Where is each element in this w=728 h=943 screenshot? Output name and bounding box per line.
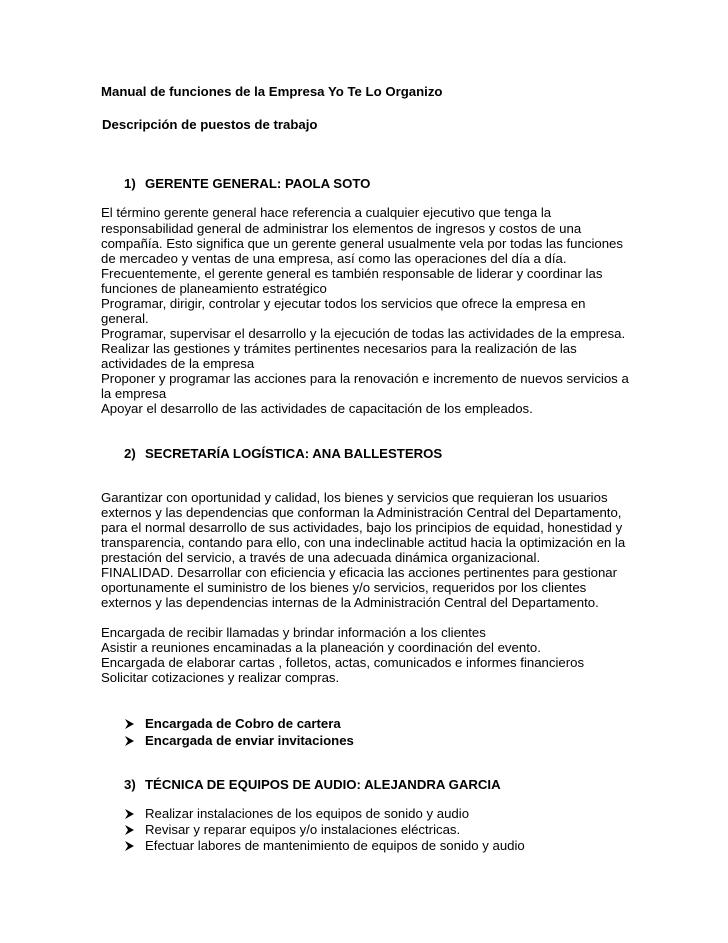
section-3-bullet: Revisar y reparar equipos y/o instalaciones eléctricas. xyxy=(145,822,461,837)
section-2-duty: Solicitar cotizaciones y realizar compras. xyxy=(101,670,340,685)
section-1-line: de mercadeo y ventas de una empresa, así como las operaciones del día a día. xyxy=(101,251,567,266)
section-2-line: oportunamente el suministro de los bienes y/o servicios, requeridos por los clientes xyxy=(101,580,587,595)
section-1-line: Programar, dirigir, controlar y ejecutar todos los servicios que ofrece la empresa en xyxy=(101,296,586,311)
section-1-line: compañía. Esto significa que un gerente general usualmente vela por todas las funciones xyxy=(101,236,623,251)
section-1-line: El término gerente general hace referencia a cualquier ejecutivo que tenga la xyxy=(101,205,552,220)
section-1-number: 1) xyxy=(124,176,136,191)
section-2-line: para el normal desarrollo de sus actividades, bajo los principios de equidad, honestidad y xyxy=(101,520,623,535)
arrow-bullet-icon xyxy=(124,719,134,729)
section-2-duty: Encargada de elaborar cartas , folletos, actas, comunicados e informes financieros xyxy=(101,655,585,670)
section-3-heading: TÉCNICA DE EQUIPOS DE AUDIO: ALEJANDRA GARCIA xyxy=(145,777,501,792)
section-2-heading: SECRETARÍA LOGÍSTICA: ANA BALLESTEROS xyxy=(145,446,443,461)
section-1-line: Realizar las gestiones y trámites pertinentes necesarios para la realización de las xyxy=(101,341,577,356)
section-2-line: externos y las dependencias que conforman la Administración Central del Departamento, xyxy=(101,505,622,520)
section-1-line: funciones de planeamiento estratégico xyxy=(101,281,327,296)
section-2-line: FINALIDAD. Desarrollar con eficiencia y eficacia las acciones pertinentes para gestionar xyxy=(101,565,618,580)
section-3-number: 3) xyxy=(124,777,136,792)
section-1-line: responsabilidad general de administrar los elementos de ingresos y costos de una xyxy=(101,221,582,236)
document-subtitle: Descripción de puestos de trabajo xyxy=(102,117,318,132)
arrow-bullet-icon xyxy=(124,841,134,851)
section-2-duty: Asistir a reuniones encaminadas a la planeación y coordinación del evento. xyxy=(101,640,541,655)
document-title: Manual de funciones de la Empresa Yo Te Lo Organizo xyxy=(101,84,443,99)
section-1-line: Apoyar el desarrollo de las actividades de capacitación de los empleados. xyxy=(101,401,533,416)
section-2-line: prestación del servicio, a través de una adecuada dinámica organizacional. xyxy=(101,550,541,565)
section-2-bullet: Encargada de Cobro de cartera xyxy=(145,716,341,731)
section-1-line: Frecuentemente, el gerente general es también responsable de liderar y coordinar las xyxy=(101,266,603,281)
arrow-bullet-icon xyxy=(124,736,134,746)
section-1-line: Programar, supervisar el desarrollo y la ejecución de todas las actividades de la empresa. xyxy=(101,326,626,341)
arrow-bullet-icon xyxy=(124,809,134,819)
section-2-line: externos y las dependencias internas de la Administración Central del Departamento. xyxy=(101,595,599,610)
section-2-duty: Encargada de recibir llamadas y brindar información a los clientes xyxy=(101,625,486,640)
section-3-bullet: Efectuar labores de mantenimiento de equipos de sonido y audio xyxy=(145,838,525,853)
section-2-bullet: Encargada de enviar invitaciones xyxy=(145,733,354,748)
section-2-number: 2) xyxy=(124,446,136,461)
section-2-line: transparencia, contando para ello, con una indeclinable actitud hacia la optimización en la xyxy=(101,535,626,550)
section-2-line: Garantizar con oportunidad y calidad, los bienes y servicios que requieran los usuarios xyxy=(101,490,608,505)
section-1-line: Proponer y programar las acciones para la renovación e incremento de nuevos servicios a xyxy=(101,371,629,386)
arrow-bullet-icon xyxy=(124,825,134,835)
section-1-line: actividades de la empresa xyxy=(101,356,255,371)
section-1-line: la empresa xyxy=(101,386,167,401)
section-1-line: general. xyxy=(101,311,149,326)
section-1-heading: GERENTE GENERAL: PAOLA SOTO xyxy=(145,176,371,191)
section-3-bullet: Realizar instalaciones de los equipos de sonido y audio xyxy=(145,806,470,821)
